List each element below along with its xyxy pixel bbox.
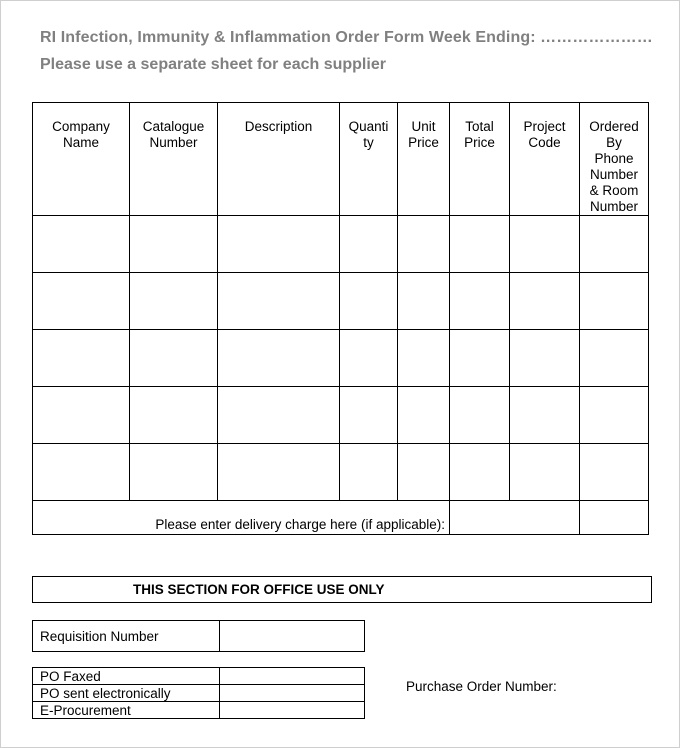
order-table-row [33,330,649,387]
column-header-catalogue-number: Catalogue Number [130,103,218,216]
order-table-row [33,273,649,330]
order-cell[interactable] [218,216,340,273]
order-cell[interactable] [450,273,510,330]
order-cell[interactable] [130,330,218,387]
office-use-heading: THIS SECTION FOR OFFICE USE ONLY [133,582,385,597]
order-cell[interactable] [33,444,130,501]
requisition-number-label: Requisition Number [33,621,220,652]
order-cell[interactable] [340,330,398,387]
order-cell[interactable] [130,216,218,273]
requisition-table [32,620,365,652]
order-cell[interactable] [450,216,510,273]
form-subtitle: Please use a separate sheet for each supplier [40,56,386,73]
column-header-quantity: Quanti ty [340,103,398,216]
order-cell[interactable] [580,216,649,273]
order-cell[interactable] [340,387,398,444]
po-method-table [32,667,365,719]
order-table-row [33,387,649,444]
po-electronic-label: PO sent electronically [33,685,220,702]
order-cell[interactable] [33,387,130,444]
column-header-ordered-by: Ordered By Phone Number & Room Number [580,103,649,216]
order-table-row [33,216,649,273]
order-cell[interactable] [510,330,580,387]
order-cell[interactable] [218,330,340,387]
office-use-banner [32,576,652,603]
order-cell[interactable] [398,387,450,444]
order-cell[interactable] [510,387,580,444]
order-table-header-row [33,103,649,216]
order-cell[interactable] [340,273,398,330]
po-method-row [33,702,365,719]
order-cell[interactable] [218,387,340,444]
order-cell[interactable] [130,444,218,501]
po-faxed-input[interactable] [220,668,365,685]
order-cell[interactable] [580,273,649,330]
order-cell[interactable] [218,444,340,501]
order-cell[interactable] [450,330,510,387]
column-header-project-code: Project Code [510,103,580,216]
order-cell[interactable] [33,273,130,330]
order-cell[interactable] [450,387,510,444]
form-title: RI Infection, Immunity & Inflammation Order Form Week Ending: ………………… [40,29,653,46]
order-cell[interactable] [580,387,649,444]
delivery-charge-blank [580,501,649,535]
order-cell[interactable] [510,216,580,273]
order-cell[interactable] [218,273,340,330]
purchase-order-number-label: Purchase Order Number: [406,679,557,694]
e-procurement-input[interactable] [220,702,365,719]
column-header-company-name: Company Name [33,103,130,216]
order-cell[interactable] [398,330,450,387]
po-method-row [33,668,365,685]
order-cell[interactable] [510,444,580,501]
order-cell[interactable] [580,330,649,387]
order-cell[interactable] [398,273,450,330]
e-procurement-label: E-Procurement [33,702,220,719]
order-cell[interactable] [450,444,510,501]
order-table-row [33,444,649,501]
column-header-total-price: Total Price [450,103,510,216]
order-cell[interactable] [130,273,218,330]
order-cell[interactable] [510,273,580,330]
order-cell[interactable] [398,444,450,501]
po-method-row [33,685,365,702]
column-header-unit-price: Unit Price [398,103,450,216]
order-cell[interactable] [580,444,649,501]
delivery-charge-row [33,501,649,535]
order-cell[interactable] [33,330,130,387]
requisition-row [33,621,365,652]
column-header-description: Description [218,103,340,216]
delivery-charge-label: Please enter delivery charge here (if applicable): [33,501,450,535]
po-electronic-input[interactable] [220,685,365,702]
order-table [32,102,649,535]
po-faxed-label: PO Faxed [33,668,220,685]
order-cell[interactable] [340,216,398,273]
order-cell[interactable] [398,216,450,273]
order-cell[interactable] [340,444,398,501]
requisition-number-input[interactable] [220,621,365,652]
delivery-charge-input[interactable] [450,501,580,535]
order-cell[interactable] [33,216,130,273]
order-cell[interactable] [130,387,218,444]
